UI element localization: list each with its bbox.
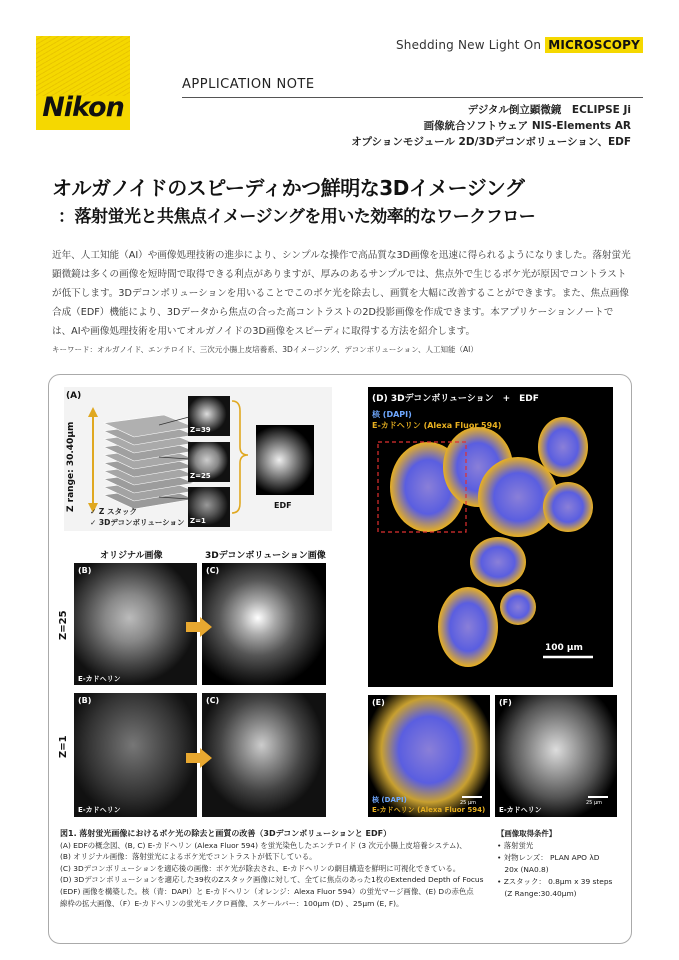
product-list — [351, 102, 631, 150]
nikon-logo — [36, 36, 130, 130]
scalebar-d-label: 100 μm — [545, 643, 583, 653]
label-b: (B) — [78, 566, 92, 575]
section-label: APPLICATION NOTE — [182, 77, 315, 92]
caption-line: (D) 3Dデコンボリューションを適応した39枚のZスタック画像に対して、全てに焦点のあった1枚のExtended Depth of Focus — [60, 875, 484, 885]
col-original-heading: オリジナル画像 — [100, 551, 163, 561]
scalebar-f — [588, 796, 608, 798]
logo-rays — [36, 36, 130, 96]
label-c: (C) — [206, 566, 220, 575]
caption-line: (EDF) 画像を構築した。核（青：DAPI）と E-カドヘリン（オレンジ：Alexa Fluor 594）の蛍光マージ画像、(E) Dの赤色点 — [60, 886, 474, 896]
conditions-title: 【画像取得条件】 — [497, 829, 557, 838]
scalebar-e — [462, 796, 482, 798]
edf-thumb — [256, 425, 314, 495]
z-stack-slices — [104, 415, 194, 509]
panel-d-label: (D) 3Dデコンボリューション + EDF — [372, 394, 539, 404]
caption-line: (A) EDFの概念図、(B, C) E-カドヘリン (Alexa Fluor 594) を蛍光染色したエンテロイド (3 次元小腸上皮培養システム)、 — [60, 840, 467, 850]
legend-dapi: 核 (DAPI) — [372, 796, 407, 804]
legend-ecad-mono: E-カドヘリン — [499, 806, 542, 814]
image-f — [495, 695, 617, 817]
label-b: (B) — [78, 696, 92, 705]
label-c: (C) — [206, 696, 220, 705]
image-d — [368, 387, 613, 687]
panel-f-label: (F) — [499, 698, 512, 707]
caption-line: 線枠の拡大画像、（F）E-カドヘリンの蛍光モノクロ画像、スケールバー：100μm (D) 、25μm (E, F)。 — [60, 898, 404, 908]
image-b-z25 — [74, 563, 197, 685]
legend-ecad: E-カドヘリン (Alexa Fluor 594) — [372, 421, 502, 430]
keywords: キーワード：オルガノイド、エンテロイド、三次元小腸上皮培養系、3Dイメージング、デコンボリューション、人工知能（AI） — [52, 345, 478, 354]
row-label-z25: Z=25 — [58, 610, 69, 640]
legend-ecad: E-カドヘリン (Alexa Fluor 594) — [372, 806, 486, 814]
caption-title: 図1. 落射蛍光画像におけるボケ光の除去と画質の改善（3Dデコンボリューションと EDF） — [60, 829, 392, 838]
row-label-z1: Z=1 — [58, 735, 69, 758]
col-deconv-heading: 3Dデコンボリューション画像 — [205, 551, 326, 561]
tagline — [396, 38, 643, 52]
page-title: オルガノイドのスピーディかつ鮮明な3Dイメージング — [52, 176, 525, 200]
arrow-right-icon — [186, 748, 214, 768]
check-deconv: ✓ 3Dデコンボリューション — [90, 518, 185, 527]
condition-item: 20x (NA0.8) — [497, 865, 549, 874]
edf-label: EDF — [274, 501, 292, 510]
z-arrow-top — [88, 407, 98, 417]
intro-paragraph: 近年、人工知能（AI）や画像処理技術の進歩により、シンプルな操作で高品質な3D画像を迅速に得られるようになりました。落射蛍光顕微鏡は多くの画像を短時間で取得できる利点がありますが、厚みのあるサンプルでは、焦点外で生じるボケ光が原因でコントラストが低下します。3Dデコンボリューションを用いることでこのボケ光を除去し、画質を大幅に改善することができます。また、焦点画像合成（EDF）機能により、3Dデータから焦点の合った高コントラストの2D投影画像を作成できます。本アプリケーションノートでは、AIや画像処理技術を用いてオルガノイドの3D画像をスピーディに取得する方法を紹介します。 — [52, 250, 631, 337]
caption-line: (C) 3Dデコンボリューションを適応後の画像：ボケ光が除去され、E-カドヘリンの網目構造を鮮明に可視化できている。 — [60, 863, 461, 873]
image-d-organoid — [368, 387, 613, 687]
product-line: オプションモジュール 2D/3Dデコンボリューション、EDF — [351, 136, 631, 148]
image-c-z1 — [202, 693, 326, 817]
scalebar-e-label: 25 μm — [460, 800, 477, 806]
panel-e-label: (E) — [372, 698, 385, 707]
product-line: 画像統合ソフトウェア NIS-Elements AR — [423, 120, 631, 132]
edf-bracket — [232, 401, 248, 513]
caption-line: (B) オリジナル画像：落射蛍光によるボケ光でコントラストが低下している。 — [60, 852, 317, 862]
arrow-right-icon — [186, 617, 214, 637]
figure-caption — [60, 828, 492, 909]
product-line: デジタル倒立顕微鏡 ECLIPSE Ji — [467, 104, 631, 116]
legend-dapi: 核 (DAPI) — [372, 410, 412, 419]
scalebar-f-label: 25 μm — [586, 800, 603, 806]
z-label: Z=39 — [190, 426, 211, 434]
z-label: Z=25 — [190, 472, 211, 480]
ecad-label: E-カドヘリン — [78, 675, 121, 683]
condition-item: • 対物レンズ： PLAN APO λD — [497, 853, 600, 862]
tagline-prefix: Shedding New Light On — [395, 38, 542, 52]
image-b-z1 — [74, 693, 197, 817]
condition-item: • 落射蛍光 — [497, 841, 534, 850]
acquisition-conditions — [497, 828, 622, 900]
condition-item: • Zスタック： 0.8μm x 39 steps — [497, 877, 613, 886]
z-label: Z=1 — [190, 517, 206, 525]
panel-a-label: (A) — [66, 391, 82, 401]
ecad-label: E-カドヘリン — [78, 806, 121, 814]
tagline-highlight: MICROSCOPY — [545, 37, 643, 53]
condition-item: (Z Range:30.40μm) — [497, 889, 577, 898]
page-subtitle: ：落射蛍光と共焦点イメージングを用いた効率的なワークフロー — [58, 207, 536, 227]
brand-name: Nikon — [42, 92, 124, 123]
image-c-z25 — [202, 563, 326, 685]
header-divider — [182, 97, 643, 98]
z-range-label: Z range: 30.40μm — [66, 421, 76, 512]
check-zstack: ✓ Z スタック — [90, 507, 137, 516]
